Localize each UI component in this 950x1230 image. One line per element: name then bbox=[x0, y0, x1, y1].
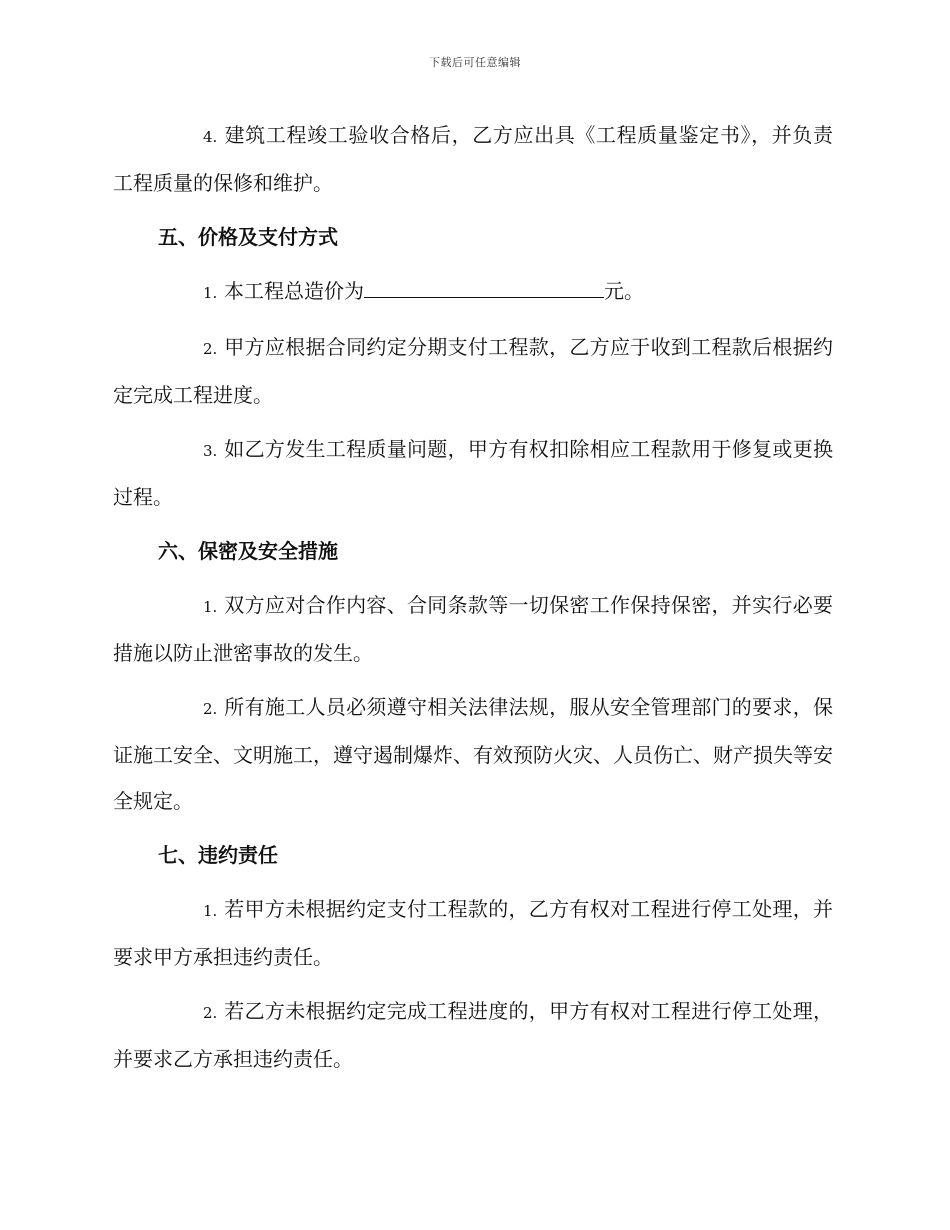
clause-number: 1. bbox=[203, 598, 218, 616]
clause-number: 2. bbox=[203, 700, 218, 718]
price-blank-line bbox=[364, 279, 604, 298]
clause-text: 甲方应根据合同约定分期支付工程款，乙方应于收到工程款后根据约定完成工程进度。 bbox=[113, 335, 833, 407]
section-6-heading: 六、保密及安全措施 bbox=[158, 539, 338, 563]
clause-7-2-party-b-breach bbox=[113, 988, 833, 1082]
clause-text: 双方应对合作内容、合同条款等一切保密工作保持保密，并实行必要措施以防止泄密事故的发生。 bbox=[113, 593, 833, 665]
clause-text-before: 本工程总造价为 bbox=[224, 279, 364, 303]
clause-4-quality-certificate bbox=[113, 112, 833, 206]
clause-text: 如乙方发生工程质量问题，甲方有权扣除相应工程款用于修复或更换过程。 bbox=[113, 437, 833, 509]
clause-5-2-installments bbox=[113, 324, 833, 418]
clause-5-1-total-price bbox=[113, 268, 833, 316]
clause-6-1-confidentiality bbox=[113, 582, 833, 676]
section-5-heading: 五、价格及支付方式 bbox=[158, 225, 338, 249]
clause-text-after: 元。 bbox=[604, 279, 644, 303]
clause-number: 4. bbox=[203, 128, 218, 146]
document-body bbox=[113, 112, 833, 1090]
clause-7-1-party-a-breach bbox=[113, 886, 833, 980]
clause-text: 若甲方未根据约定支付工程款的，乙方有权对工程进行停工处理，并要求甲方承担违约责任。 bbox=[113, 897, 833, 969]
clause-number: 2. bbox=[203, 1004, 218, 1022]
section-7-heading: 七、违约责任 bbox=[158, 843, 278, 867]
page-header: 下载后可任意编辑 bbox=[429, 56, 521, 69]
clause-text: 若乙方未根据约定完成工程进度的，甲方有权对工程进行停工处理，并要求乙方承担违约责任。 bbox=[113, 999, 833, 1071]
clause-number: 2. bbox=[203, 340, 218, 358]
clause-number: 1. bbox=[203, 902, 218, 920]
clause-5-3-deduction bbox=[113, 426, 833, 520]
clause-text: 建筑工程竣工验收合格后，乙方应出具《工程质量鉴定书》，并负责工程质量的保修和维护。 bbox=[113, 123, 833, 195]
clause-number: 1. bbox=[203, 284, 218, 302]
clause-number: 3. bbox=[203, 442, 218, 460]
clause-6-2-safety bbox=[113, 684, 833, 824]
clause-text: 所有施工人员必须遵守相关法律法规，服从安全管理部门的要求，保证施工安全、文明施工，遵守遏制爆炸、有效预防火灾、人员伤亡、财产损失等安全规定。 bbox=[113, 695, 833, 813]
